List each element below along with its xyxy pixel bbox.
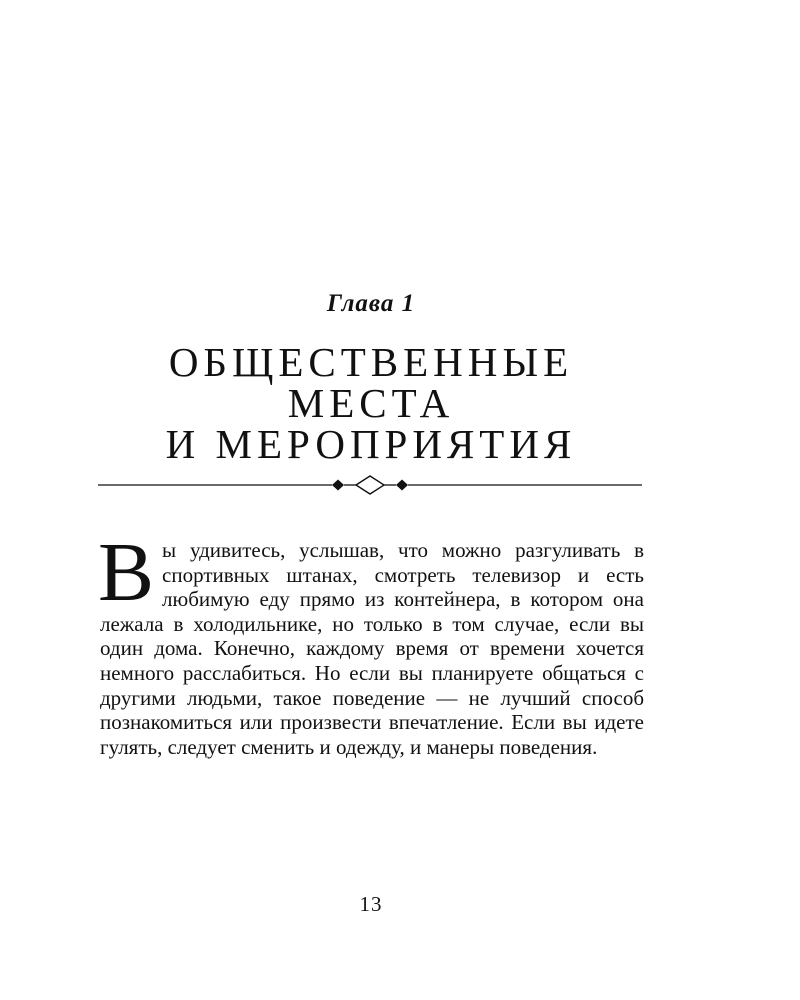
paragraph-text: ы удивитесь, услышав, что можно разгуливать в спортивных штанах, смотреть телевизор и есть любимую еду прямо из контейнера, в котором она лежала в холодильнике, но только в том случае, если вы один дома. Конечно, каждому время от времени хочется немного расслабиться. Но если вы планируете общаться с другими людьми, такое поведение — не лучший способ познакомиться или произвести впечатление. Если вы идете гулять, следует сменить и одежду, и манеры поведения. <box>100 538 644 759</box>
chapter-label: Глава 1 <box>326 290 416 317</box>
chapter-title-line-3: И МЕРОПРИЯТИЯ <box>165 421 577 467</box>
body-paragraph <box>98 526 644 759</box>
chapter-title <box>60 339 682 467</box>
diamond-divider-icon <box>98 474 642 496</box>
chapter-title-line-2: МЕСТА <box>287 380 455 426</box>
page-number: 13 <box>359 892 383 916</box>
chapter-title-line-1: ОБЩЕСТВЕННЫЕ <box>168 339 574 385</box>
drop-cap: В <box>98 526 155 619</box>
